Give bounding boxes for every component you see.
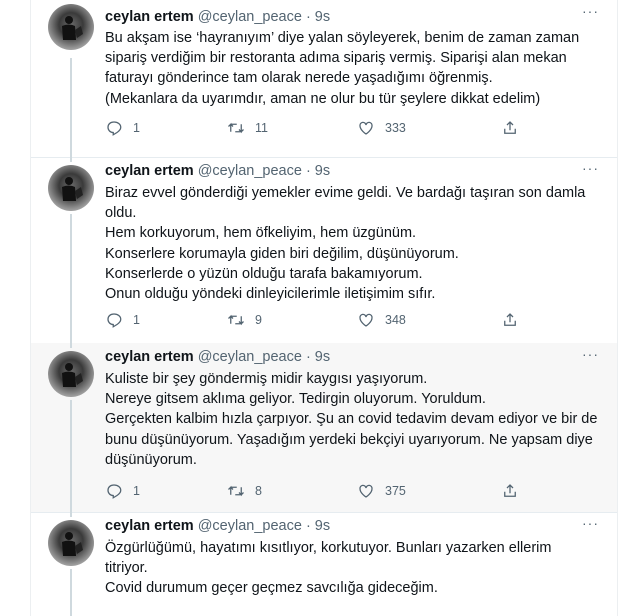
share-button[interactable] (501, 119, 519, 137)
tweet[interactable] (31, 343, 617, 513)
like-count: 375 (385, 484, 406, 498)
tweet-text-line: düşünüyorum. (105, 451, 197, 468)
thread-line (70, 512, 72, 517)
retweet-button[interactable] (227, 482, 262, 500)
tweet-text-line: Onun olduğu yöndeki dinleyicilerimle iletişimim sıfır. (105, 286, 436, 303)
more-options-icon[interactable]: ··· (582, 515, 599, 531)
tweet-text-line: faturayı gönderince tam olarak nerede yaşadığımı öğrenmiş. (105, 70, 493, 87)
share-button[interactable] (501, 482, 519, 500)
tweet-time[interactable]: · 9s (305, 518, 331, 534)
tweet-text (105, 369, 605, 470)
author-name[interactable]: ceylan ertem (105, 163, 194, 179)
like-count: 333 (385, 121, 406, 135)
tweet-thread (30, 0, 618, 616)
reply-button[interactable] (105, 482, 140, 500)
thread-line (70, 214, 72, 343)
share-button[interactable] (501, 311, 519, 329)
tweet-text-line: Nereye gitsem aklıma geliyor. Tedirgin oluyorum. Yoruldum. (105, 391, 486, 408)
tweet-time[interactable]: · 9s (305, 349, 331, 365)
tweet-text-line: Kuliste bir şey göndermiş midir kaygısı yaşıyorum. (105, 371, 428, 387)
heart-icon (357, 119, 375, 137)
tweet-text-line: Bu akşam ise ‘hayranıyım’ diye yalan söyleyerek, benim de zaman zaman (105, 30, 580, 46)
reply-count: 1 (133, 313, 140, 327)
tweet-text-line: Konserlere korumayla giden biri değilim, düşünüyorum. (105, 245, 459, 262)
author-handle[interactable]: @ceylan_peace (197, 9, 302, 25)
tweet-header (105, 162, 330, 180)
tweet-text-line: titriyor. (105, 560, 148, 577)
reply-button[interactable] (105, 311, 140, 329)
like-button[interactable] (357, 482, 406, 500)
author-name[interactable]: ceylan ertem (105, 9, 194, 25)
retweet-count: 9 (255, 313, 262, 327)
tweet-text-line: Hem korkuyorum, hem öfkeliyim, hem üzgünüm. (105, 225, 417, 242)
tweet-actions (105, 311, 525, 331)
retweet-button[interactable] (227, 311, 262, 329)
tweet-text-line: (Mekanlara da uyarımdır, aman ne olur bu tür şeylere dikkat edelim) (105, 90, 541, 107)
tweet-text (105, 538, 605, 599)
author-handle[interactable]: @ceylan_peace (197, 163, 302, 179)
heart-icon (357, 311, 375, 329)
more-options-icon[interactable]: ··· (582, 160, 599, 176)
reply-count: 1 (133, 484, 140, 498)
tweet-header (105, 348, 330, 366)
tweet-text-line: Covid durumum geçer geçmez savcılığa gideceğim. (105, 580, 438, 597)
retweet-icon (227, 311, 245, 329)
thread-line (70, 400, 72, 512)
author-handle[interactable]: @ceylan_peace (197, 349, 302, 365)
more-options-icon[interactable]: ··· (582, 346, 599, 362)
tweet-time[interactable]: · 9s (305, 163, 331, 179)
avatar[interactable] (48, 4, 94, 50)
reply-icon (105, 311, 123, 329)
heart-icon (357, 482, 375, 500)
thread-line (70, 157, 72, 162)
reply-count: 1 (133, 121, 140, 135)
avatar[interactable] (48, 165, 94, 211)
tweet[interactable] (31, 157, 617, 344)
tweet-text (105, 28, 605, 109)
thread-line (70, 569, 72, 616)
retweet-icon (227, 119, 245, 137)
tweet-header (105, 517, 330, 535)
author-name[interactable]: ceylan ertem (105, 518, 194, 534)
reply-button[interactable] (105, 119, 140, 137)
tweet-actions (105, 482, 525, 502)
tweet-time[interactable]: · 9s (305, 9, 331, 25)
like-count: 348 (385, 313, 406, 327)
share-icon (501, 482, 519, 500)
like-button[interactable] (357, 311, 406, 329)
tweet-text-line: Biraz evvel gönderdiği yemekler evime geldi. Ve bardağı taşıran son damla (105, 185, 586, 201)
tweet-text-line: oldu. (105, 205, 137, 222)
tweet[interactable] (31, 0, 617, 158)
author-handle[interactable]: @ceylan_peace (197, 518, 302, 534)
like-button[interactable] (357, 119, 406, 137)
share-icon (501, 119, 519, 137)
tweet-header (105, 8, 330, 26)
avatar[interactable] (48, 351, 94, 397)
more-options-icon[interactable]: ··· (582, 3, 599, 19)
tweet[interactable] (31, 512, 617, 616)
reply-icon (105, 482, 123, 500)
thread-line (70, 58, 72, 157)
author-name[interactable]: ceylan ertem (105, 349, 194, 365)
retweet-button[interactable] (227, 119, 268, 137)
tweet-text-line: Gerçekten kalbim hızla çarpıyor. Şu an covid tedavim devam ediyor ve bir de (105, 411, 598, 428)
retweet-icon (227, 482, 245, 500)
tweet-actions (105, 119, 525, 139)
tweet-text-line: bunu düşünüyorum. Yaşadığım yerdeki bekçiyi uyarıyorum. Ne yapsam diye (105, 431, 593, 448)
tweet-text-line: sipariş verdiğim bir restoranta adıma sipariş vermiş. Siparişi alan mekan (105, 50, 567, 67)
tweet-text-line: Konserlerde o yüzün olduğu tarafa bakamıyorum. (105, 265, 423, 282)
tweet-text (105, 183, 605, 304)
tweet-text-line: Özgürlüğümü, hayatımı kısıtlıyor, korkutuyor. Bunları yazarken ellerim (105, 540, 552, 556)
thread-line (70, 343, 72, 348)
share-icon (501, 311, 519, 329)
retweet-count: 11 (255, 121, 268, 135)
reply-icon (105, 119, 123, 137)
retweet-count: 8 (255, 484, 262, 498)
avatar[interactable] (48, 520, 94, 566)
